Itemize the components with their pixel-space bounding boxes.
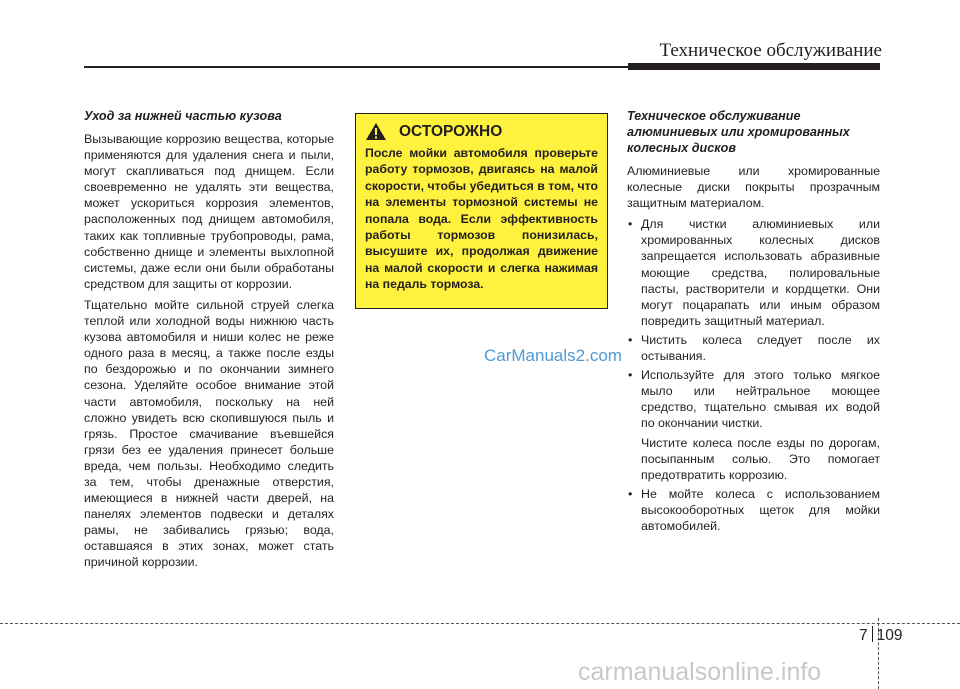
list-item: • Не мойте колеса с использованием высокооборотных щеток для мойки автомобилей. — [628, 486, 880, 533]
list-item: • Чистить колеса следует после их остывания. — [628, 332, 880, 364]
section-heading: Техническое обслуживание алюминиевых или хромированных колесных дисков — [627, 109, 850, 155]
list-item: • Для чистки алюминиевых или хромированных колесных дисков запрещается использовать абразивные моющие средства, полировальные пасты, растворители и кордщетки. Они могут поцарапать или иным образом повредить защитный материал. — [628, 217, 880, 328]
page-number-value: 109 — [876, 627, 903, 644]
bullet-icon: • — [628, 332, 633, 347]
bullet-icon: • — [628, 217, 633, 232]
warning-text: После мойки автомобиля проверьте работу тормозов, двигаясь на малой скорости, чтобы убедиться в том, что на элементы тормозной системы не попала вода. Если эффективность работы тормозов понизилась, высушите их, продолжая движение на малой скорости и слегка нажимая на педаль тормоза. — [365, 146, 598, 292]
watermark-logo[interactable]: CarManuals2.com — [484, 346, 622, 365]
paragraph: Вызывающие коррозию вещества, которые применяются для удаления снега и пыли, могут скапливаться под днищем. Если своевременно не удалять эти вещества, может ускориться коррозия элементов, расположенных под днищем автомобиля, таких как топливные трубопроводы, рама, собственно днище и элементы выхлопной системы, даже если они были обработаны средством для защиты от коррозии. — [84, 132, 334, 291]
page-number — [859, 626, 903, 645]
right-column — [627, 108, 880, 537]
watermark-site[interactable]: carmanualsonline.info — [578, 658, 822, 686]
section-title: Техническое обслуживание — [659, 40, 882, 61]
header-rule-thick — [628, 63, 880, 70]
warning-box — [355, 113, 608, 309]
bullet-icon: • — [628, 368, 633, 383]
left-column — [84, 108, 334, 576]
warning-title: ОСТОРОЖНО — [399, 122, 503, 140]
section-heading: Уход за нижней частью кузова — [84, 109, 282, 123]
footer-divider — [0, 623, 960, 624]
paragraph: Алюминиевые или хромированные колесные диски покрыты прозрачным защитным материалом. — [627, 164, 880, 211]
bullet-icon: • — [628, 486, 633, 501]
warning-triangle-icon — [365, 122, 387, 141]
chapter-number: 7 — [859, 627, 868, 644]
bullet-list — [627, 216, 880, 431]
header-rule — [84, 66, 628, 68]
sub-paragraph: Чистите колеса после езды по дорогам, посыпанным солью. Это помогает предотвратить коррозию. — [641, 435, 880, 482]
bullet-list — [627, 486, 880, 534]
list-item: • Используйте для этого только мягкое мыло или нейтральное моющее средство, тщательно смывая их водой по окончании чистки. — [628, 368, 880, 431]
paragraph: Тщательно мойте сильной струей слегка теплой или холодной воды нижнюю часть кузова автомобиля и ниши колес не реже одного раза в месяц, а также после езды по бездорожью и по окончании зимнего сезона. Уделяйте особое внимание этой части автомобиля, поскольку на ней сложно увидеть всю скопившуюся пыль и грязь. Простое смачивание въевшейся грязи без ее удаления принесет больше вреда, чем пользы. Необходимо следить за тем, чтобы дренажные отверстия, имеющиеся в нижней части дверей, на панелях элементов подвески и деталях рамы, не забивались грязью; вода, оставшаяся в этих зонах, может стать причиной коррозии. — [84, 297, 334, 570]
warning-header — [365, 122, 598, 141]
